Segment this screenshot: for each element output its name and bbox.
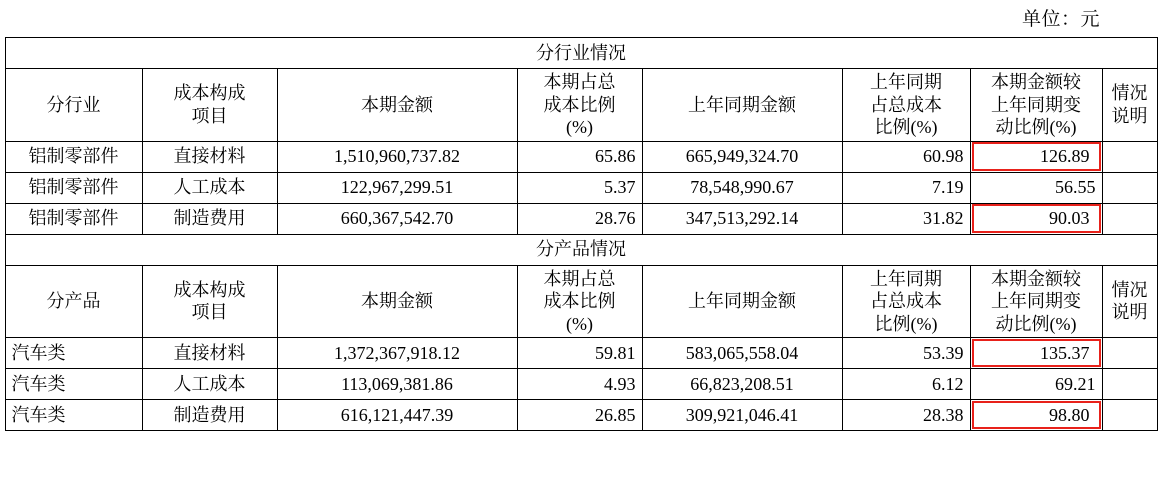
header-current-ratio: 本期占总 成本比例 (%) xyxy=(517,265,642,338)
cell-category: 铝制零部件 xyxy=(5,172,142,203)
cell-change-ratio xyxy=(970,338,1102,369)
cell-note xyxy=(1102,141,1157,172)
cell-cost-item: 制造费用 xyxy=(142,203,277,234)
cell-current-ratio: 59.81 xyxy=(517,338,642,369)
cell-prior-ratio: 60.98 xyxy=(842,141,970,172)
cost-structure-table xyxy=(5,37,1158,431)
section-title-product: 分产品情况 xyxy=(5,234,1157,265)
section-title-row xyxy=(5,234,1157,265)
cell-current-amount: 660,367,542.70 xyxy=(277,203,517,234)
header-prior-amount: 上年同期金额 xyxy=(642,69,842,142)
section-title-row xyxy=(5,38,1157,69)
cell-current-ratio: 5.37 xyxy=(517,172,642,203)
cell-prior-amount: 78,548,990.67 xyxy=(642,172,842,203)
cell-category: 汽车类 xyxy=(5,369,142,400)
cell-cost-item: 人工成本 xyxy=(142,172,277,203)
header-current-amount: 本期金额 xyxy=(277,69,517,142)
cell-prior-ratio: 7.19 xyxy=(842,172,970,203)
cell-change-ratio: 69.21 xyxy=(970,369,1102,400)
cell-current-amount: 113,069,381.86 xyxy=(277,369,517,400)
change-ratio-highlight: 135.37 xyxy=(972,339,1101,368)
header-cost-item: 成本构成 项目 xyxy=(142,265,277,338)
cell-change-ratio xyxy=(970,203,1102,234)
cell-change-ratio xyxy=(970,141,1102,172)
header-cost-item: 成本构成 项目 xyxy=(142,69,277,142)
cell-prior-amount: 66,823,208.51 xyxy=(642,369,842,400)
header-category: 分行业 xyxy=(5,69,142,142)
header-prior-ratio: 上年同期 占总成本 比例(%) xyxy=(842,265,970,338)
cell-note xyxy=(1102,369,1157,400)
header-current-ratio: 本期占总 成本比例 (%) xyxy=(517,69,642,142)
cell-current-ratio: 4.93 xyxy=(517,369,642,400)
cell-cost-item: 人工成本 xyxy=(142,369,277,400)
table-row xyxy=(5,141,1157,172)
cell-category: 汽车类 xyxy=(5,400,142,431)
cell-current-ratio: 28.76 xyxy=(517,203,642,234)
cell-note xyxy=(1102,172,1157,203)
cell-category: 铝制零部件 xyxy=(5,141,142,172)
table-row xyxy=(5,203,1157,234)
cell-current-amount: 122,967,299.51 xyxy=(277,172,517,203)
table-header-row xyxy=(5,69,1157,142)
cell-note xyxy=(1102,203,1157,234)
change-ratio-highlight: 98.80 xyxy=(972,401,1101,430)
cell-prior-amount: 309,921,046.41 xyxy=(642,400,842,431)
cell-note xyxy=(1102,400,1157,431)
cell-prior-amount: 665,949,324.70 xyxy=(642,141,842,172)
cell-current-ratio: 65.86 xyxy=(517,141,642,172)
cell-note xyxy=(1102,338,1157,369)
table-row xyxy=(5,338,1157,369)
table-row xyxy=(5,369,1157,400)
cell-change-ratio xyxy=(970,400,1102,431)
cell-current-amount: 616,121,447.39 xyxy=(277,400,517,431)
cell-prior-ratio: 6.12 xyxy=(842,369,970,400)
cell-current-ratio: 26.85 xyxy=(517,400,642,431)
cell-prior-amount: 347,513,292.14 xyxy=(642,203,842,234)
header-change-ratio: 本期金额较 上年同期变 动比例(%) xyxy=(970,69,1102,142)
change-ratio-highlight: 126.89 xyxy=(972,142,1101,171)
cell-prior-ratio: 31.82 xyxy=(842,203,970,234)
section-title-industry: 分行业情况 xyxy=(5,38,1157,69)
cell-current-amount: 1,510,960,737.82 xyxy=(277,141,517,172)
cell-prior-ratio: 28.38 xyxy=(842,400,970,431)
cell-cost-item: 制造费用 xyxy=(142,400,277,431)
header-current-amount: 本期金额 xyxy=(277,265,517,338)
header-category: 分产品 xyxy=(5,265,142,338)
header-prior-amount: 上年同期金额 xyxy=(642,265,842,338)
header-change-ratio: 本期金额较 上年同期变 动比例(%) xyxy=(970,265,1102,338)
table-row xyxy=(5,172,1157,203)
cell-prior-amount: 583,065,558.04 xyxy=(642,338,842,369)
header-note: 情况 说明 xyxy=(1102,265,1157,338)
cell-prior-ratio: 53.39 xyxy=(842,338,970,369)
table-row xyxy=(5,400,1157,431)
header-note: 情况 说明 xyxy=(1102,69,1157,142)
change-ratio-highlight: 90.03 xyxy=(972,204,1101,233)
cell-cost-item: 直接材料 xyxy=(142,338,277,369)
cell-change-ratio: 56.55 xyxy=(970,172,1102,203)
table-header-row xyxy=(5,265,1157,338)
cell-current-amount: 1,372,367,918.12 xyxy=(277,338,517,369)
cell-category: 汽车类 xyxy=(5,338,142,369)
cell-category: 铝制零部件 xyxy=(5,203,142,234)
unit-label: 单位：元 xyxy=(1021,9,1100,30)
table-body xyxy=(5,38,1157,431)
header-prior-ratio: 上年同期 占总成本 比例(%) xyxy=(842,69,970,142)
cell-cost-item: 直接材料 xyxy=(142,141,277,172)
